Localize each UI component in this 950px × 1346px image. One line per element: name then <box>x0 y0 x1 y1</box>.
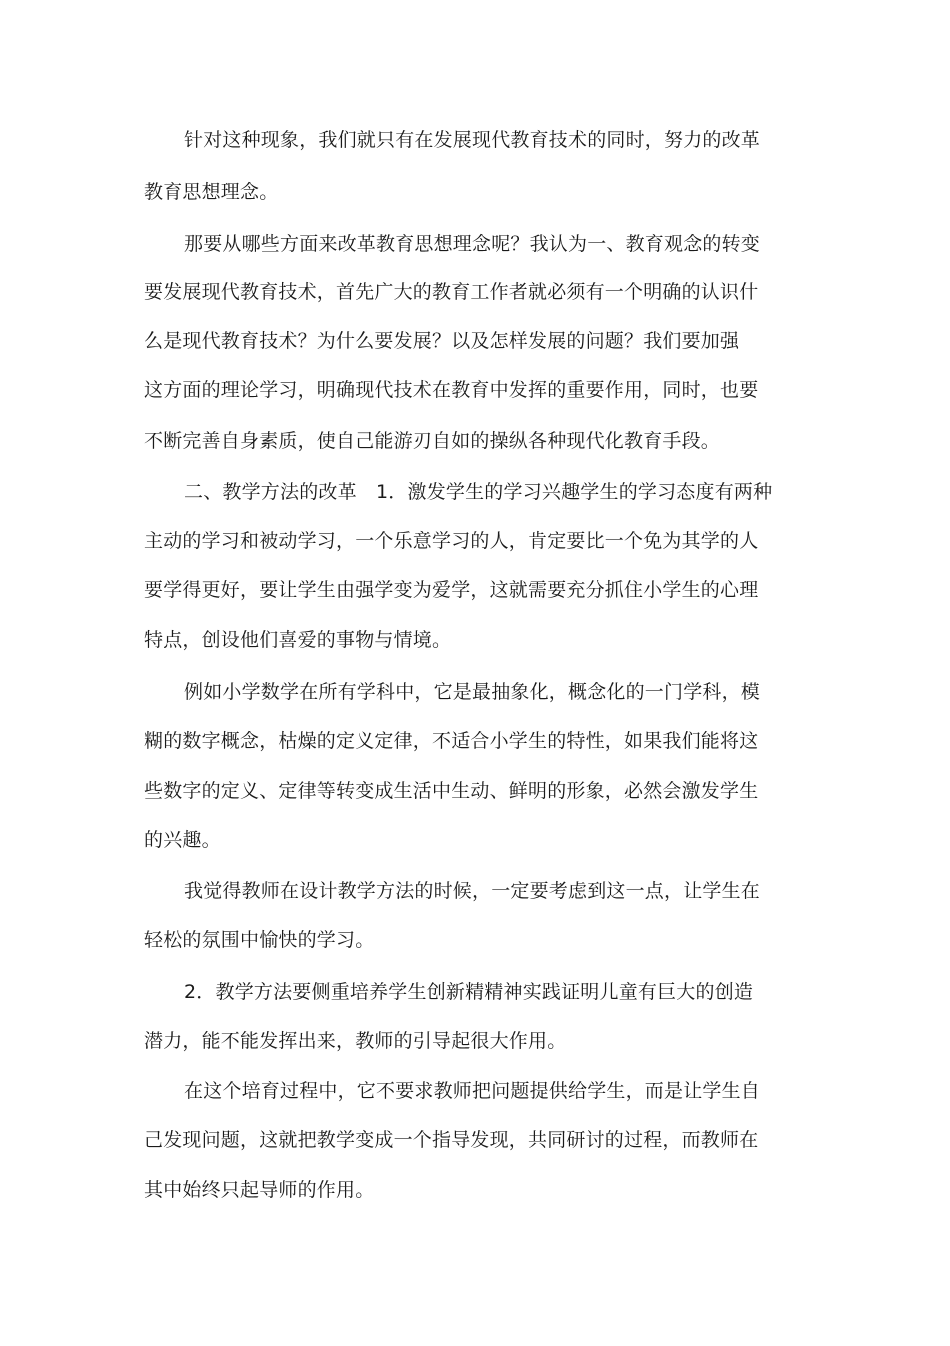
text-line: 的兴趣。 <box>144 829 221 851</box>
text-line: 特点，创设他们喜爱的事物与情境。 <box>144 629 452 651</box>
text-line: 二、教学方法的改革 1．激发学生的学习兴趣学生的学习态度有两种 <box>184 481 773 503</box>
text-line: 轻松的氛围中愉快的学习。 <box>144 929 375 951</box>
text-line: 己发现问题，这就把教学变成一个指导发现，共同研讨的过程，而教师在 <box>144 1129 759 1151</box>
text-line: 在这个培育过程中，它不要求教师把问题提供给学生，而是让学生自 <box>184 1080 761 1102</box>
text-line: 那要从哪些方面来改革教育思想理念呢？我认为一、教育观念的转变 <box>184 233 761 255</box>
text-line: 么是现代教育技术？为什么要发展？以及怎样发展的问题？我们要加强 <box>144 330 740 352</box>
text-line: 我觉得教师在设计教学方法的时候，一定要考虑到这一点，让学生在 <box>184 880 761 902</box>
text-line: 要学得更好，要让学生由强学变为爱学，这就需要充分抓住小学生的心理 <box>144 579 759 601</box>
text-line: 这方面的理论学习，明确现代技术在教育中发挥的重要作用，同时，也要 <box>144 379 759 401</box>
text-line: 主动的学习和被动学习，一个乐意学习的人，肯定要比一个免为其学的人 <box>144 530 759 552</box>
text-line: 教育思想理念。 <box>144 181 279 203</box>
text-line: 例如小学数学在所有学科中，它是最抽象化，概念化的一门学科，模 <box>184 681 761 703</box>
text-line: 要发展现代教育技术，首先广大的教育工作者就必须有一个明确的认识什 <box>144 281 759 303</box>
text-line: 潜力，能不能发挥出来，教师的引导起很大作用。 <box>144 1030 567 1052</box>
text-line: 些数字的定义、定律等转变成生活中生动、鲜明的形象，必然会激发学生 <box>144 780 759 802</box>
text-line: 不断完善自身素质，使自己能游刃自如的操纵各种现代化教育手段。 <box>144 430 721 452</box>
text-line: 2．教学方法要侧重培养学生创新精精神实践证明儿童有巨大的创造 <box>184 981 754 1003</box>
text-line: 针对这种现象，我们就只有在发展现代教育技术的同时，努力的改革 <box>184 129 761 151</box>
text-line: 其中始终只起导师的作用。 <box>144 1179 375 1201</box>
text-line: 糊的数字概念，枯燥的定义定律，不适合小学生的特性，如果我们能将这 <box>144 730 759 752</box>
